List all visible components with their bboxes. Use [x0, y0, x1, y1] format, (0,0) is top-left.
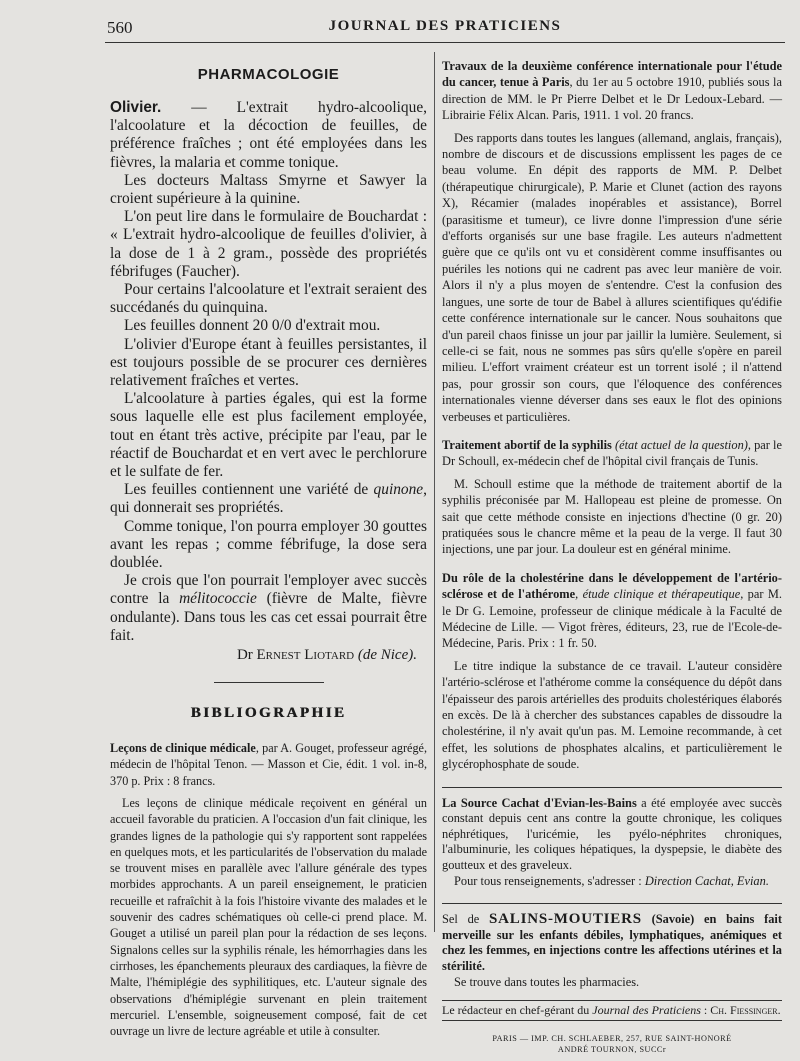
left-column [110, 58, 427, 1039]
paragraph: Olivier. — L'extrait hydro-alcoolique, l'alcoolature et la décoction de feuilles, de préférence fraîches ; ont été employées dans les fièvres, la malaria et comme tonique. [110, 99, 427, 171]
editor-line: Le rédacteur en chef-gérant du Journal des Praticiens : Ch. Fiessinger. [442, 1000, 782, 1021]
book-review: Les leçons de clinique médicale reçoivent en général un accueil favorable du praticien. A l'occasion d'un fait clinique, les grandes lignes de la pathologie qui s'y rapportent sont rappelées en quelques mots, et les particularités de l'observation du malade se trouvent mises en parallèle avec l'allure générale des types morbides approchants. A un pareil enseignement, le praticien recueille et rafraîchit à la fois l'histoire vivante des malades et le souvenir des cadres schématiques où celle-ci prend place. M. Gouget a utilisé un pareil plan pour la rédaction de ses leçons. Signalons celles sur la syphilis rénale, les hémorrhagies dans les cirrhoses, les épanchements pleuraux des cardiaques, la fièvre de Malte, l'hémiplégie des syphilitiques, etc. L'auteur signale des observations d'hémiplégie survenant en plein traitement mercuriel. L'ensemble, soigneusement composé, fait de cet ouvrage un livre de lecture agréable et utile à consulter. [110, 795, 427, 1039]
paragraph: L'alcoolature à parties égales, qui est la forme sous laquelle elle est plus facilement employée, tout en étant très active, précipite par l'eau, par le réactif de Bouchardat et en vert avec le perchlorure et le sulfate de fer. [110, 390, 427, 481]
bibliographie-title: BIBLIOGRAPHIE [190, 705, 347, 722]
paragraph: L'olivier d'Europe étant à feuilles persistantes, il est toujours possible de se procurer ces dernières relativement fraîches et vertes. [110, 335, 427, 390]
book-entry-header: Leçons de clinique médicale, par A. Gouget, professeur agrégé, médecin de l'hôpital Tenon. — Masson et Cie, édit. 1 vol. in-8, 370 p. Prix : 8 francs. [110, 741, 427, 788]
lead-word: Olivier. [110, 99, 162, 116]
book-entry-header: Traitement abortif de la syphilis (état actuel de la question), par le Dr Schoull, ex-médecin chef de l'hôpital civil français de Tunis. [442, 437, 782, 469]
pharmacologie-title: PHARMACOLOGIE [197, 66, 340, 83]
book-entry [442, 437, 782, 558]
book-review: M. Schoull estime que la méthode de traitement abortif de la syphilis préconisée par M. Hallopeau est pleine de promesse. On sait que cette méthode consiste en injections d'hectine (0 gr. 20) pratiquées sous le chancre même et la peau de la verge. Il faut 30 injections, une par jour. La douleur est en général minime. [442, 476, 782, 557]
page-header [105, 16, 785, 43]
book-entry-header: Travaux de la deuxième conférence internationale pour l'étude du cancer, tenue à Paris, du 1er au 5 octobre 1910, publiés sous la direction de MM. le Pr Pierre Delbet et le Dr Ledoux-Lebard. — Librairie Félix Alcan. Paris, 1911. 1 vol. 20 francs. [442, 59, 782, 123]
right-column [442, 58, 782, 1055]
advertisement-salins: Sel de SALINS-MOUTIERS (Savoie) en bains fait merveille sur les enfants débiles, lymphatiques, anémiques et chez les femmes, en injections contre les affections utérines et la stérilité. Se trouve dans toutes les pharmacies. [442, 903, 782, 990]
paragraph: L'on peut lire dans le formulaire de Bouchardat : « L'extrait hydro-alcoolique de feuilles d'olivier, à la dose de 1 à 2 gram., possède des propriétés fébrifuges (Faucher). [110, 208, 427, 280]
paragraph: Les feuilles contiennent une variété de quinone, qui donnerait ses propriétés. [110, 481, 427, 517]
printer-imprint: PARIS — IMP. CH. SCHLAEBER, 257, RUE SAINT-HONORÉ ANDRÉ TOURNON, SUCCr [492, 1034, 732, 1055]
book-entry-header: Du rôle de la cholestérine dans le développement de l'artério-sclérose et de l'athérome, étude clinique et thérapeutique, par M. le Dr G. Lemoine, professeur de clinique médicale à la Faculté de Médecine de Lille. — Vigot frères, éditeurs, 23, rue de l'Ecole-de-Médecine, Paris. Prix : 1 fr. 50. [442, 570, 782, 651]
advertisement-evian: La Source Cachat d'Evian-les-Bains a été employée avec succès constant depuis cent ans contre la goutte chronique, les coliques néphrétiques, l'uricémie, les pyélo-néphrites chroniques, l'albuminurie, les coliques hépatiques, la dyspepsie, le diabète des goutteux et des graveleux. Pour tous renseignements, s'adresser : Direction Cachat, Evian. [442, 787, 782, 890]
paragraph: Pour certains l'alcoolature et l'extrait seraient des succédanés du quinquina. [110, 281, 427, 317]
paragraph: Comme tonique, l'on pourra employer 30 gouttes avant les repas ; comme fébrifuge, la dose sera doublée. [110, 517, 427, 572]
book-entry [442, 570, 782, 773]
book-entry [442, 58, 782, 425]
journal-title: JOURNAL DES PRATICIENS [328, 18, 562, 34]
section-rule [214, 682, 324, 683]
book-review: Des rapports dans toutes les langues (allemand, anglais, français), nombre de discours et de discussions emplissent les pages de ce beau volume. En dépit des rapports de MM. P. Delbet (thérapeutique chirurgicale), P. Marie et Clunet (action des rayons X), Récamier (malades inopérables et assistance), Borrel (parasitisme et tumeur), ce livre donne l'impression d'une série d'efforts organisés sur une base fragile. Les auteurs n'admettent guère que ce qu'ils ont vu et considèrent comme insuffisantes ou puériles les notions qui ne cadrent pas avec leur manière de voir. Alors il n'y a plus moyen de s'entendre. C'est la confusion des langues, une sorte de tour de Babel à allures scientifiques qu'édifie cette conférence internationale sur le cancer. Nous souhaitons que d'un pareil chaos finisse un jour par jaillir la lumière. Seulement, si celle-ci se fait, nous ne sommes pas sûrs qu'elle s'opère en pareil milieu. L'effort vraiment créateur est un torrent isolé ; il n'attend pas, pour grossir son cours, que l'éloquence des conférences internationales vienne déverser dans ses eaux le flot des opinions verbeuses et particulières. [442, 130, 782, 424]
author-signature: Dr Ernest Liotard (de Nice). [236, 647, 417, 664]
page-number: 560 [107, 18, 133, 37]
paragraph: Les feuilles donnent 20 0/0 d'extrait mou. [124, 317, 381, 335]
book-review: Le titre indique la substance de ce travail. L'auteur considère l'artério-sclérose et l'athérome comme la conséquence du dépôt dans l'épaisseur des parois artérielles des produits cholestériques élaborés en excès. De là à chercher des substances capables de dissoudre la cholestérine, il n'y avait qu'un pas. M. Lemoine recommande, à cet effet, les solutions de phosphates alcalins, et particulièrement le glycérophosphate de soude. [442, 658, 782, 772]
paragraph: Les docteurs Maltass Smyrne et Sawyer la croient supérieure à la quinine. [110, 171, 427, 208]
column-divider [434, 52, 435, 932]
pharmacologie-section [110, 66, 427, 664]
paragraph: Je crois que l'on pourrait l'employer avec succès contre la mélitococcie (fièvre de Malte, fièvre ondulante). Dans tous les cas cet essai pourrait être fait. [110, 572, 427, 644]
